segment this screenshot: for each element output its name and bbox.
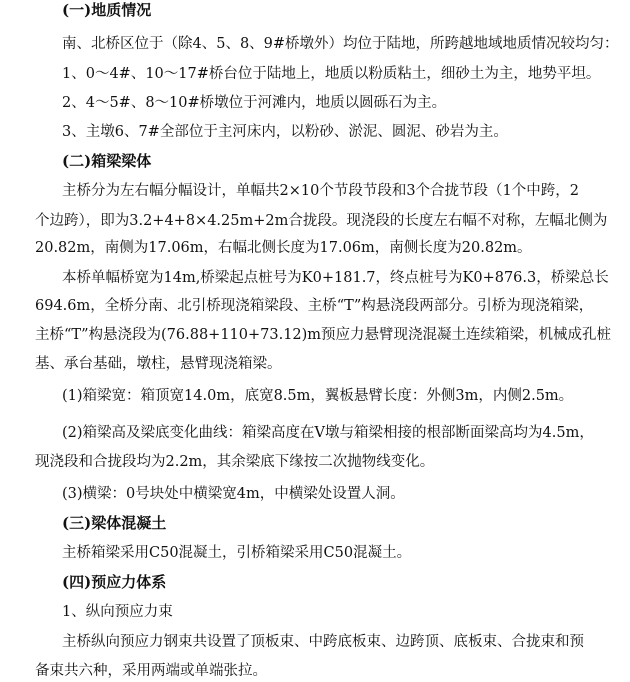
paragraph-line: 现浇段和合拢段均为2.2m，其余梁底下缘按二次抛物线变化。 [35, 454, 435, 470]
section-heading: (二)箱梁梁体 [62, 152, 152, 170]
paragraph-line: 个边跨），即为3.2+4+8×4.25m+2m合拢段。现浇段的长度左右幅不对称，左幅北侧为 [35, 213, 608, 229]
paragraph-line: 本桥单幅桥宽为14m,桥梁起点桩号为K0+181.7，终点桩号为K0+876.3，桥梁总长 [62, 270, 609, 286]
paragraph-line: 基、承台基础，墩柱，悬臂现浇箱梁。 [35, 356, 282, 372]
paragraph-line: 南、北桥区位于（除4、5、8、9#桥墩外）均位于陆地，所跨越地域地质情况较均匀： [62, 36, 619, 52]
paragraph-line: 2、4～5#、8～10#桥墩位于河滩内，地质以圆砾石为主。 [62, 95, 447, 111]
paragraph-line: 主桥分为左右幅分幅设计，单幅共2×10个节段节段和3个合拢节段（1个中跨，2 [62, 183, 579, 199]
paragraph-line: (3)横梁：0号块处中横梁宽4m，中横梁处设置人洞。 [62, 486, 405, 502]
paragraph-line: 主桥箱梁采用C50混凝土，引桥箱梁采用C50混凝土。 [62, 545, 412, 561]
paragraph-line: (1)箱梁宽：箱顶宽14.0m，底宽8.5m，翼板悬臂长度：外侧3m，内侧2.5m。 [62, 388, 574, 404]
paragraph-line: 694.6m，全桥分南、北引桥现浇箱梁段、主桥“T”构悬浇段两部分。引桥为现浇箱梁， [35, 298, 594, 314]
section-heading: (一)地质情况 [62, 1, 152, 19]
paragraph-line: 1、0～4#、10～17#桥台位于陆地上，地质以粉质粘土，细砂土为主，地势平坦。 [62, 66, 601, 82]
paragraph-line: (2)箱梁高及梁底变化曲线：箱梁高度在V墩与箱梁相接的根部断面梁高均为4.5m， [62, 425, 594, 441]
paragraph-line: 主桥纵向预应力钢束共设置了顶板束、中跨底板束、边跨顶、底板束、合拢束和预 [62, 634, 584, 650]
paragraph-line: 主桥“T”构悬浇段为(76.88+110+73.12)m预应力悬臂现浇混凝土连续箱梁，机械成孔桩 [35, 327, 612, 343]
section-heading: (四)预应力体系 [62, 573, 167, 591]
section-heading: (三)梁体混凝土 [62, 514, 167, 532]
paragraph-line: 3、主墩6、7#全部位于主河床内，以粉砂、淤泥、圆泥、砂岩为主。 [62, 124, 508, 140]
paragraph-line: 1、纵向预应力束 [62, 604, 173, 620]
paragraph-line: 20.82m，南侧为17.06m，右幅北侧长度为17.06m，南侧长度为20.82m。 [35, 240, 532, 256]
paragraph-line: 备束共六种，采用两端或单端张拉。 [35, 663, 267, 679]
